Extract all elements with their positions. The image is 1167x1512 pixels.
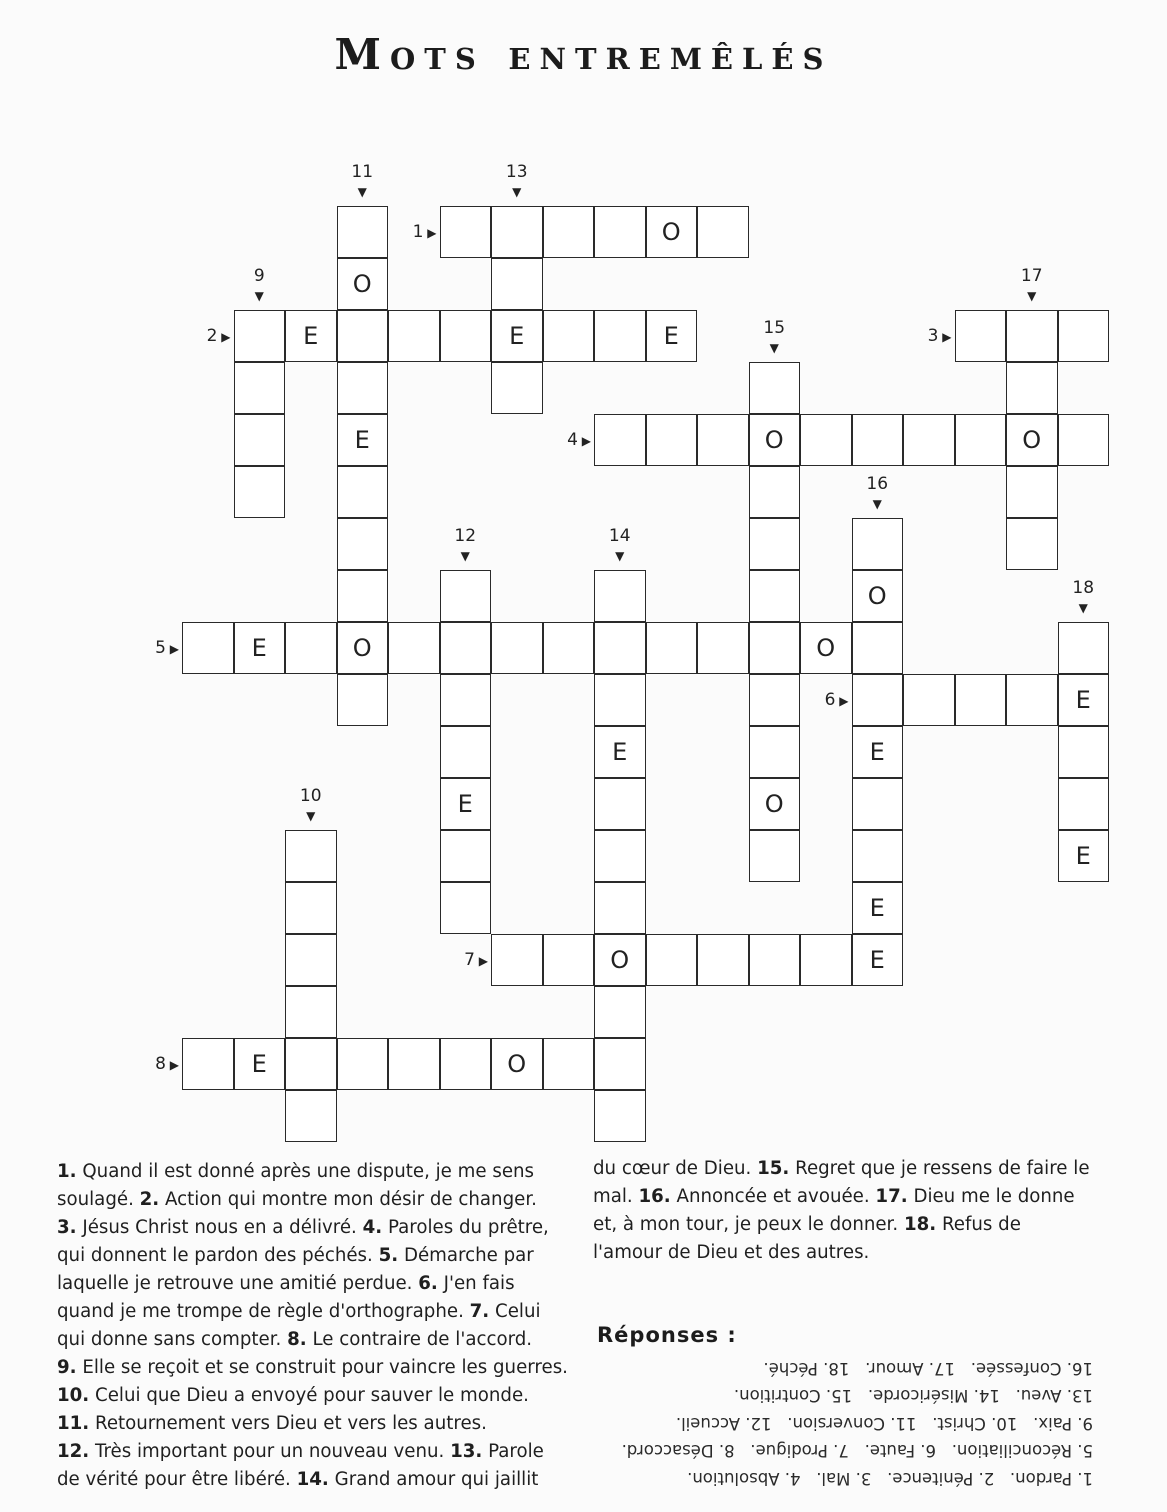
grid-cell[interactable] (337, 206, 389, 258)
grid-cell[interactable] (543, 622, 595, 674)
grid-cell[interactable] (1058, 726, 1110, 778)
clue-text: Parole (482, 1441, 544, 1462)
grid-cell[interactable] (440, 830, 492, 882)
clue-number: 7. (469, 1301, 490, 1322)
grid-cell-given-letter[interactable]: E (646, 310, 698, 362)
clue-text: de vérité pour être libéré. (57, 1469, 297, 1490)
grid-cell-given-letter[interactable]: O (800, 622, 852, 674)
grid-cell[interactable] (1006, 518, 1058, 570)
grid-cell[interactable] (543, 310, 595, 362)
clue-number: 9. (57, 1357, 77, 1378)
grid-cell[interactable] (1006, 674, 1058, 726)
grid-cell-given-letter[interactable]: O (749, 778, 801, 830)
grid-cell[interactable] (955, 674, 1007, 726)
grid-cell-given-letter[interactable]: E (440, 778, 492, 830)
grid-cell[interactable] (285, 1090, 337, 1142)
grid-cell[interactable] (285, 830, 337, 882)
clue-number-down: 18 ▼ (1072, 578, 1094, 618)
grid-cell[interactable] (337, 1038, 389, 1090)
grid-cell-given-letter[interactable]: E (852, 882, 904, 934)
grid-cell-given-letter[interactable]: E (594, 726, 646, 778)
grid-cell[interactable] (285, 882, 337, 934)
clue-line (57, 1270, 569, 1298)
clue-line (57, 1242, 569, 1270)
grid-cell[interactable] (491, 622, 543, 674)
clue-number-across: 2 ▶ (206, 326, 231, 346)
grid-cell[interactable] (749, 518, 801, 570)
grid-cell[interactable] (440, 622, 492, 674)
grid-cell-given-letter[interactable]: O (749, 414, 801, 466)
grid-cell[interactable] (852, 674, 904, 726)
clue-text: soulagé. (57, 1189, 140, 1210)
clue-text: Refus de (936, 1214, 1021, 1235)
grid-cell-given-letter[interactable]: O (337, 622, 389, 674)
grid-cell[interactable] (697, 622, 749, 674)
grid-cell-given-letter[interactable]: O (337, 258, 389, 310)
clue-number-across: 8 ▶ (155, 1054, 179, 1074)
clue-text: Paroles du prêtre, (382, 1217, 549, 1238)
clue-text: Celui que Dieu a envoyé pour sauver le monde. (89, 1385, 529, 1406)
grid-cell[interactable] (749, 622, 801, 674)
arrow-down-icon: ▼ (254, 289, 264, 303)
grid-cell[interactable] (1006, 310, 1058, 362)
grid-cell[interactable] (594, 1038, 646, 1090)
grid-cell[interactable] (1058, 414, 1110, 466)
clue-text: qui donne sans compter. (57, 1329, 288, 1350)
grid-cell[interactable] (337, 518, 389, 570)
grid-cell[interactable] (594, 622, 646, 674)
arrow-right-icon: ▶ (165, 1058, 179, 1072)
answer-line: 9. Paix. 10. Christ. 11. Conversion. 12. Accueil. (675, 1414, 1093, 1433)
clue-number: 1. (57, 1161, 77, 1182)
grid-cell-given-letter[interactable]: E (852, 726, 904, 778)
clue-line (593, 1155, 1113, 1183)
clue-line (593, 1183, 1113, 1211)
grid-cell[interactable] (234, 414, 286, 466)
grid-cell[interactable] (749, 934, 801, 986)
clue-number-across: 7 ▶ (464, 950, 488, 970)
clue-number-down: 11 ▼ (351, 162, 373, 202)
answer-line: 1. Pardon. 2. Pénitence. 3. Mal. 4. Absolution. (687, 1469, 1093, 1488)
grid-cell[interactable] (1058, 778, 1110, 830)
grid-cell[interactable] (440, 882, 492, 934)
arrow-right-icon: ▶ (165, 642, 179, 656)
arrow-right-icon: ▶ (217, 330, 231, 344)
clue-number: 15. (757, 1158, 790, 1179)
grid-cell[interactable] (234, 466, 286, 518)
arrow-down-icon: ▼ (357, 185, 367, 199)
clue-line (57, 1186, 569, 1214)
grid-cell[interactable] (955, 310, 1007, 362)
clue-text: Annoncée et avouée. (670, 1186, 876, 1207)
clue-number: 14. (296, 1469, 329, 1490)
arrow-down-icon: ▼ (769, 341, 779, 355)
clue-line (57, 1438, 569, 1466)
grid-cell[interactable] (646, 414, 698, 466)
clue-number-down: 16 ▼ (866, 474, 888, 514)
clue-text: l'amour de Dieu et des autres. (593, 1242, 870, 1263)
grid-cell[interactable] (594, 830, 646, 882)
grid-cell[interactable] (852, 518, 904, 570)
clue-line (57, 1466, 569, 1494)
arrow-down-icon: ▼ (1027, 289, 1037, 303)
clue-number: 8. (287, 1329, 307, 1350)
grid-cell[interactable] (852, 830, 904, 882)
grid-cell-given-letter[interactable]: O (646, 206, 698, 258)
answer-line: 13. Aveu. 14. Miséricorde. 15. Contrition. (733, 1386, 1093, 1406)
clue-text: Le contraire de l'accord. (306, 1329, 533, 1350)
arrow-down-icon: ▼ (460, 549, 470, 563)
grid-cell[interactable] (440, 1038, 492, 1090)
clues-left (57, 1158, 569, 1494)
clue-number: 3. (57, 1217, 77, 1238)
clue-text: Quand il est donné après une dispute, je me sens (76, 1161, 535, 1182)
clue-text: Celui (489, 1301, 541, 1322)
grid-cell[interactable] (749, 362, 801, 414)
arrow-right-icon: ▶ (577, 434, 591, 448)
grid-cell-given-letter[interactable]: O (491, 1038, 543, 1090)
grid-cell[interactable] (491, 362, 543, 414)
grid-cell[interactable] (1058, 622, 1110, 674)
grid-cell[interactable] (594, 310, 646, 362)
grid-cell[interactable] (285, 622, 337, 674)
clue-text: qui donnent le pardon des péchés. (57, 1245, 379, 1266)
grid-cell[interactable] (440, 726, 492, 778)
grid-cell[interactable] (594, 206, 646, 258)
grid-cell[interactable] (749, 674, 801, 726)
grid-cell[interactable] (440, 310, 492, 362)
arrow-right-icon: ▶ (938, 330, 952, 344)
clue-number-across: 6 ▶ (824, 690, 849, 710)
grid-cell[interactable] (543, 206, 595, 258)
grid-cell[interactable] (337, 674, 389, 726)
grid-cell-given-letter[interactable]: O (594, 934, 646, 986)
grid-cell[interactable] (697, 934, 749, 986)
grid-cell[interactable] (491, 934, 543, 986)
grid-cell[interactable] (337, 310, 389, 362)
grid-cell[interactable] (491, 206, 543, 258)
clue-line (57, 1354, 569, 1382)
clue-number: 6. (418, 1273, 438, 1294)
arrow-down-icon: ▼ (872, 497, 882, 511)
grid-cell[interactable] (388, 622, 440, 674)
clue-number: 12. (57, 1441, 90, 1462)
clue-line (57, 1382, 569, 1410)
grid-cell[interactable] (440, 570, 492, 622)
clue-number: 11. (57, 1413, 90, 1434)
grid-cell[interactable] (852, 622, 904, 674)
clue-number-down: 17 ▼ (1021, 266, 1043, 306)
arrow-right-icon: ▶ (835, 694, 849, 708)
grid-cell[interactable] (749, 570, 801, 622)
arrow-down-icon: ▼ (306, 809, 316, 823)
grid-cell-given-letter[interactable]: O (1006, 414, 1058, 466)
grid-cell[interactable] (1006, 466, 1058, 518)
clue-number-across: 3 ▶ (927, 326, 952, 346)
clue-text: Dieu me le donne (907, 1186, 1075, 1207)
clue-text: Jésus Christ nous en a délivré. (76, 1217, 363, 1238)
grid-cell-given-letter[interactable]: E (337, 414, 389, 466)
answer-line: 16. Confessée. 17. Amour. 18. Péché. (763, 1359, 1093, 1378)
grid-cell[interactable] (337, 466, 389, 518)
clue-line (57, 1158, 569, 1186)
clue-number: 18. (903, 1214, 937, 1235)
grid-cell[interactable] (697, 206, 749, 258)
grid-cell-given-letter[interactable]: E (285, 310, 337, 362)
clue-line (57, 1326, 569, 1354)
clue-text: Action qui montre mon désir de changer. (159, 1189, 537, 1210)
grid-cell[interactable] (285, 934, 337, 986)
grid-cell[interactable] (749, 830, 801, 882)
grid-cell[interactable] (182, 1038, 234, 1090)
grid-cell[interactable] (749, 726, 801, 778)
clue-line (57, 1410, 569, 1438)
clue-line (593, 1239, 1113, 1267)
grid-cell[interactable] (903, 414, 955, 466)
grid-cell[interactable] (594, 882, 646, 934)
grid-cell[interactable] (440, 206, 492, 258)
clue-number: 10. (57, 1385, 90, 1406)
grid-cell[interactable] (234, 310, 286, 362)
grid-cell[interactable] (1058, 310, 1110, 362)
grid-cell[interactable] (234, 362, 286, 414)
grid-cell[interactable] (1006, 362, 1058, 414)
grid-cell[interactable] (337, 570, 389, 622)
arrow-right-icon: ▶ (474, 954, 488, 968)
grid-cell[interactable] (646, 622, 698, 674)
page-title: Mots entremêlés (334, 30, 833, 79)
clue-text: Très important pour un nouveau venu. (89, 1441, 451, 1462)
grid-cell[interactable] (182, 622, 234, 674)
grid-cell-given-letter[interactable]: E (1058, 674, 1110, 726)
clue-line (593, 1211, 1113, 1239)
clue-number-across: 5 ▶ (155, 638, 179, 658)
grid-cell[interactable] (285, 1038, 337, 1090)
grid-cell-given-letter[interactable]: E (1058, 830, 1110, 882)
clue-text: laquelle je retrouve une amitié perdue. (57, 1273, 419, 1294)
clue-number: 4. (362, 1217, 383, 1238)
grid-cell-given-letter[interactable]: E (491, 310, 543, 362)
grid-cell[interactable] (852, 414, 904, 466)
clue-text: Grand amour qui jaillit (328, 1469, 539, 1490)
answers-upside-down (593, 1352, 1093, 1492)
clue-text: et, à mon tour, je peux le donner. (593, 1214, 904, 1235)
clue-text: J'en fais (437, 1273, 515, 1294)
answer-line: 5. Réconciliation. 6. Faute. 7. Prodigue. 8. Désaccord. (621, 1441, 1093, 1461)
grid-cell[interactable] (491, 258, 543, 310)
grid-cell[interactable] (594, 1090, 646, 1142)
grid-cell[interactable] (955, 414, 1007, 466)
clue-number-down: 14 ▼ (609, 526, 631, 566)
clue-number: 2. (139, 1189, 160, 1210)
clues-right (593, 1155, 1113, 1267)
grid-cell[interactable] (903, 674, 955, 726)
grid-cell-given-letter[interactable]: E (852, 934, 904, 986)
grid-cell[interactable] (440, 674, 492, 726)
grid-cell[interactable] (594, 414, 646, 466)
grid-cell[interactable] (337, 362, 389, 414)
clue-line (57, 1214, 569, 1242)
grid-cell[interactable] (697, 414, 749, 466)
grid-cell[interactable] (852, 778, 904, 830)
grid-cell[interactable] (594, 986, 646, 1038)
clue-text: du cœur de Dieu. (593, 1158, 758, 1179)
clue-number-down: 12 ▼ (454, 526, 476, 566)
clue-text: quand je me trompe de règle d'orthographe. (57, 1301, 470, 1322)
grid-cell-given-letter[interactable]: E (234, 1038, 286, 1090)
clue-number-down: 9 ▼ (254, 266, 265, 306)
clue-number-across: 1 ▶ (412, 222, 437, 242)
grid-cell[interactable] (543, 934, 595, 986)
clue-text: Elle se reçoit et se construit pour vaincre les guerres. (76, 1357, 568, 1378)
grid-cell-given-letter[interactable]: O (852, 570, 904, 622)
arrow-down-icon: ▼ (512, 185, 522, 199)
grid-cell[interactable] (594, 674, 646, 726)
clue-text: Retournement vers Dieu et vers les autres. (89, 1413, 487, 1434)
clue-number-down: 10 ▼ (300, 786, 322, 826)
clue-number: 16. (638, 1186, 671, 1207)
grid-cell[interactable] (388, 1038, 440, 1090)
clue-number-across: 4 ▶ (567, 430, 591, 450)
clue-line (57, 1298, 569, 1326)
grid-cell[interactable] (749, 466, 801, 518)
grid-cell[interactable] (543, 1038, 595, 1090)
clue-number: 5. (378, 1245, 399, 1266)
clue-number: 13. (450, 1441, 483, 1462)
grid-cell[interactable] (388, 310, 440, 362)
grid-cell[interactable] (594, 778, 646, 830)
grid-cell[interactable] (646, 934, 698, 986)
arrow-down-icon: ▼ (615, 549, 625, 563)
grid-cell[interactable] (285, 986, 337, 1038)
clue-text: Démarche par (398, 1245, 534, 1266)
grid-cell[interactable] (800, 934, 852, 986)
arrow-right-icon: ▶ (423, 226, 437, 240)
grid-cell-given-letter[interactable]: E (234, 622, 286, 674)
clue-number-down: 13 ▼ (506, 162, 528, 202)
clue-number-down: 15 ▼ (763, 318, 785, 358)
answers-title: Réponses : (597, 1323, 737, 1347)
clue-number: 17. (875, 1186, 908, 1207)
grid-cell[interactable] (594, 570, 646, 622)
grid-cell[interactable] (800, 414, 852, 466)
clue-text: Regret que je ressens de faire le (789, 1158, 1090, 1179)
clue-text: mal. (593, 1186, 639, 1207)
arrow-down-icon: ▼ (1078, 601, 1088, 615)
